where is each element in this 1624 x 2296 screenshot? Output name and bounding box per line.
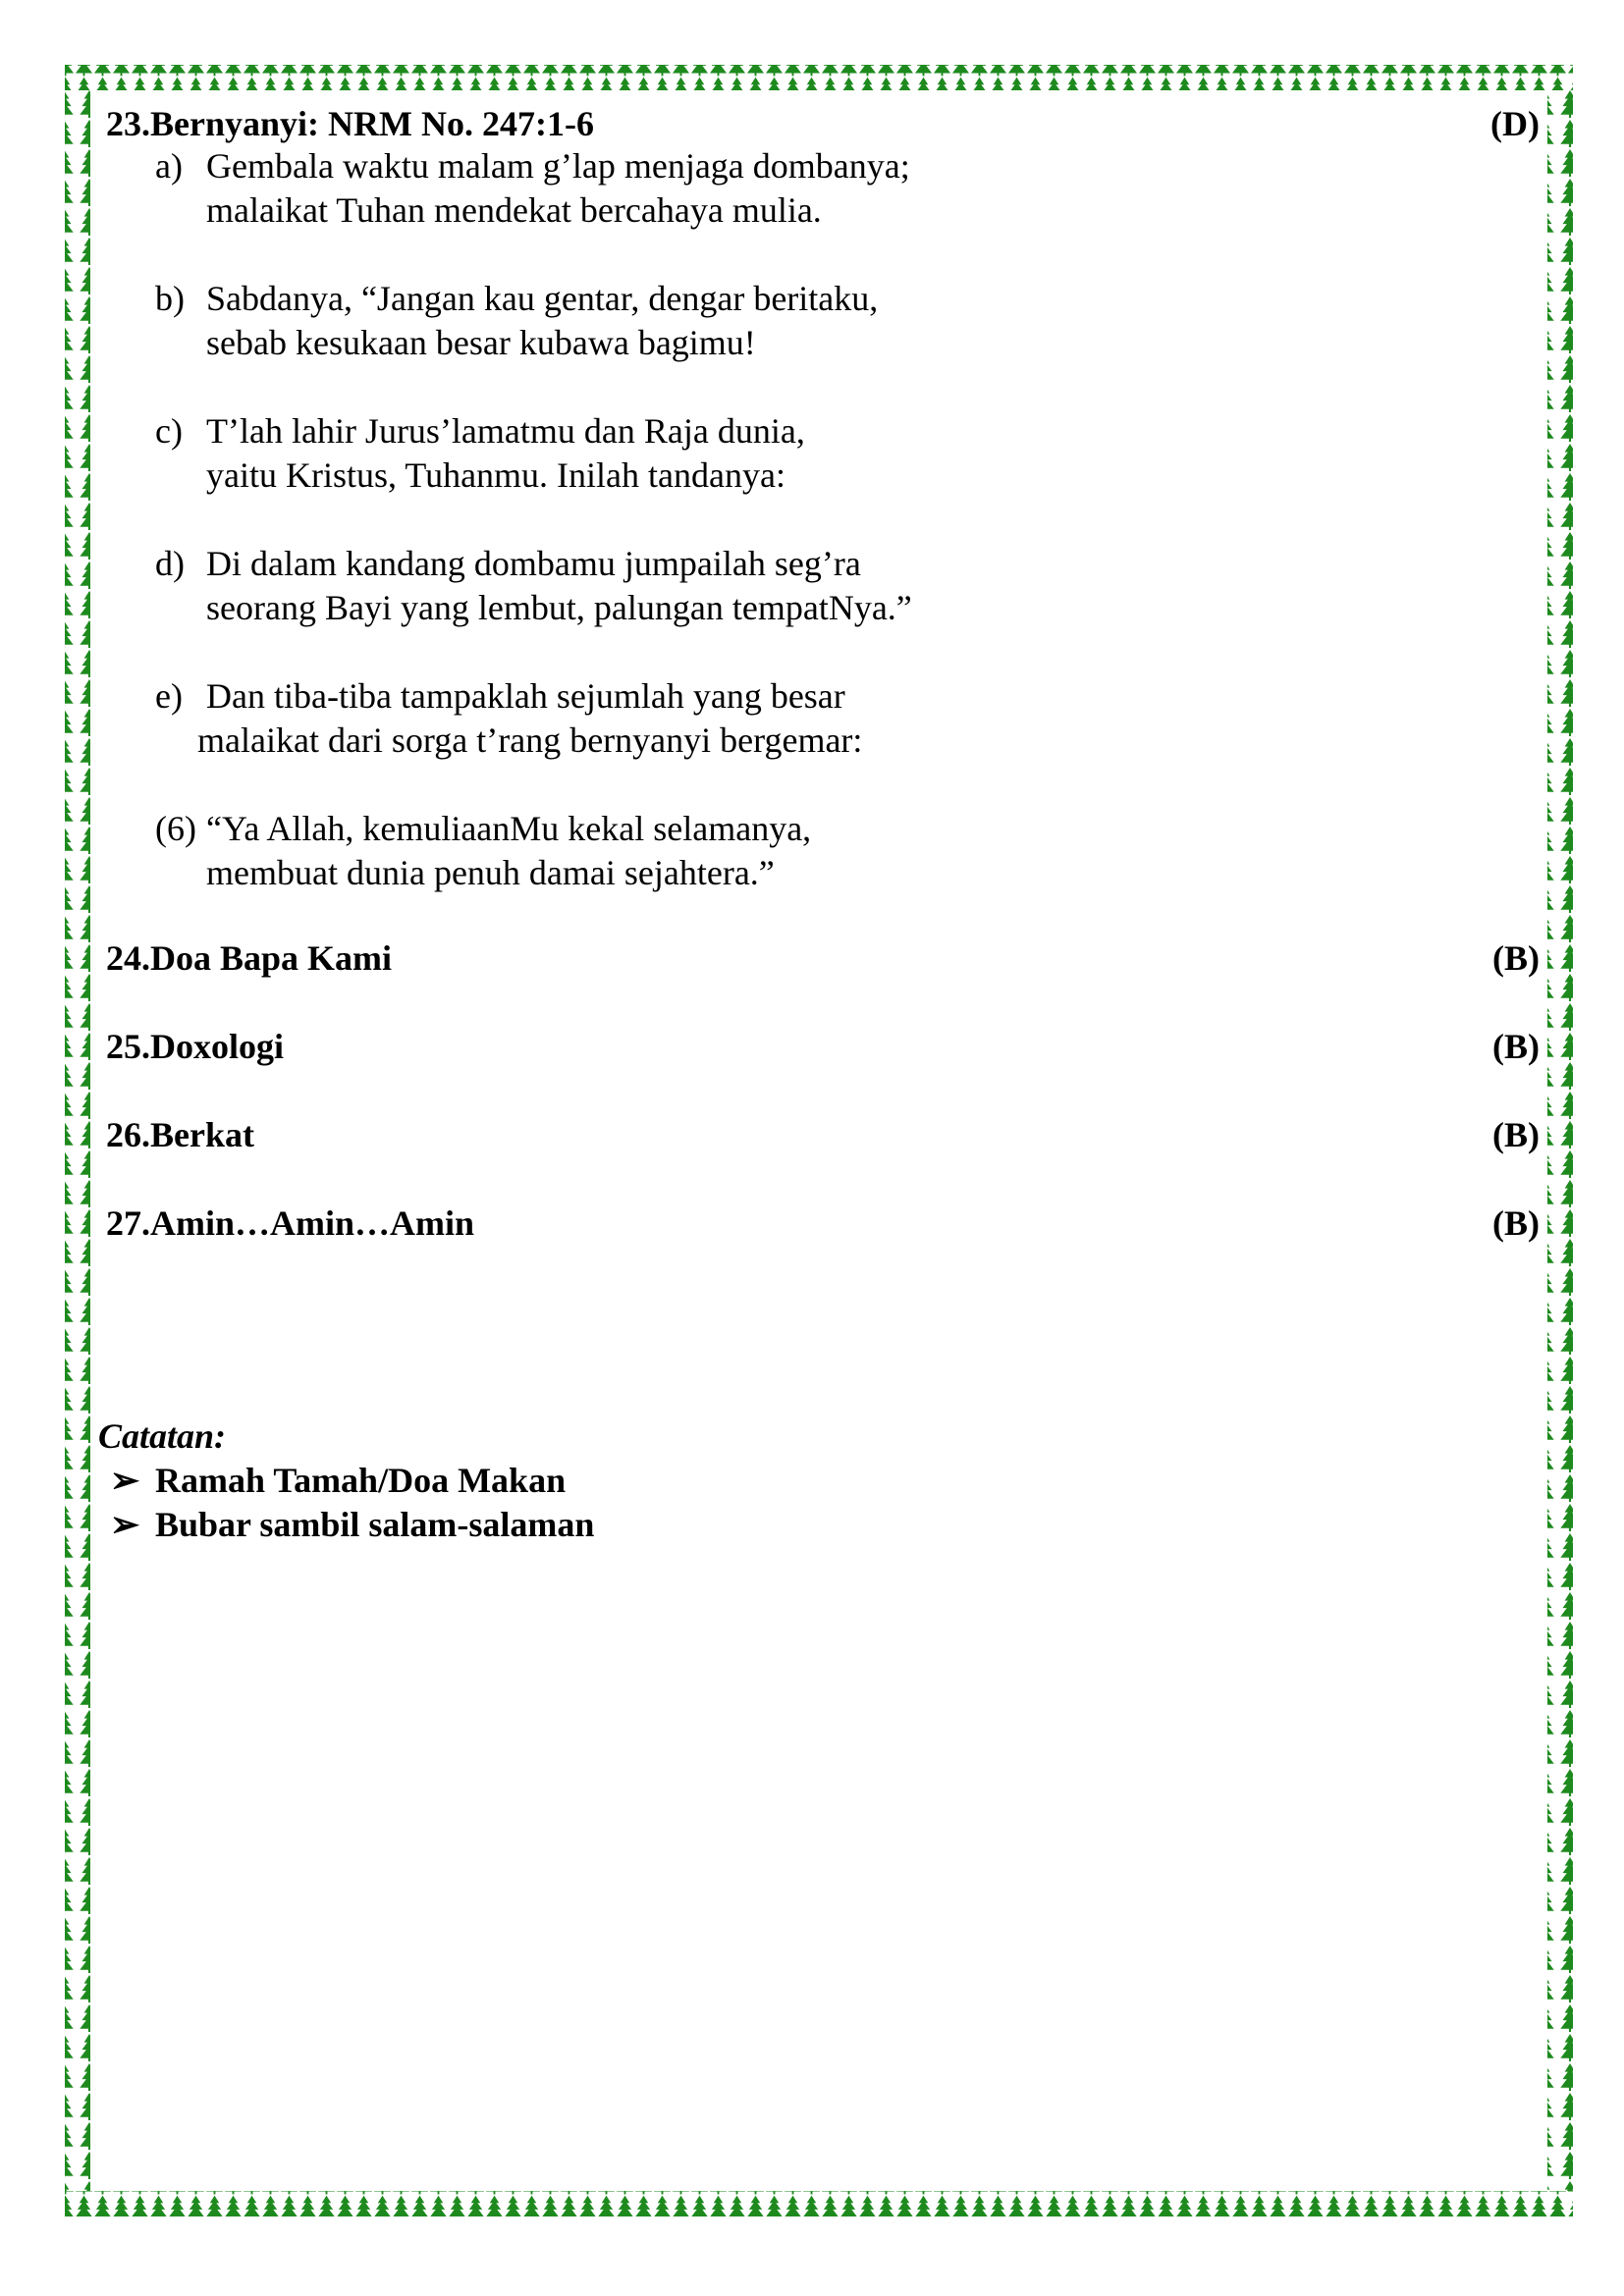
verse-line: Sabdanya, “Jangan kau gentar, dengar beritaku, [206, 279, 879, 318]
verse-a [106, 144, 1540, 233]
verse-label: (6) [155, 809, 196, 848]
verse-e [106, 674, 1540, 763]
role-badge: (B) [1492, 1203, 1540, 1243]
item-27-heading [106, 1202, 1540, 1244]
note-item [98, 1459, 1540, 1503]
verse-6 [106, 807, 1540, 895]
item-title: Amin…Amin…Amin [150, 1203, 475, 1243]
item-title: Doxologi [150, 1027, 285, 1066]
notes-title: Catatan: [98, 1416, 227, 1456]
note-item [98, 1503, 1540, 1547]
verse-line: “Ya Allah, kemuliaanMu kekal selamanya, [206, 809, 812, 848]
border-bottom [65, 2191, 1573, 2216]
hymn-verses [106, 144, 1540, 895]
item-number: 25. [106, 1027, 150, 1066]
verse-d [106, 542, 1540, 630]
role-badge: (B) [1492, 1115, 1540, 1154]
role-badge: (B) [1492, 1027, 1540, 1066]
verse-line: Di dalam kandang dombamu jumpailah seg’ra [206, 544, 861, 583]
item-number: 24. [106, 938, 150, 978]
verse-line: sebab kesukaan besar kubawa bagimu! [206, 323, 756, 362]
item-number: 26. [106, 1115, 150, 1154]
arrow-bullet-icon: ➢ [110, 1505, 140, 1544]
verse-label: b) [155, 279, 185, 318]
note-text: Bubar sambil salam-salaman [155, 1505, 595, 1544]
item-number: 23. [106, 104, 150, 143]
verse-label: e) [155, 676, 183, 716]
arrow-bullet-icon: ➢ [110, 1461, 140, 1500]
border-left [65, 90, 90, 2191]
verse-c [106, 409, 1540, 498]
verse-label: d) [155, 544, 185, 583]
verse-line: membuat dunia penuh damai sejahtera.” [206, 853, 775, 892]
verse-line: malaikat dari sorga t’rang bernyanyi bergemar: [197, 721, 863, 760]
border-top [65, 65, 1573, 90]
notes-section [98, 1415, 1540, 1547]
item-26-heading [106, 1114, 1540, 1155]
item-title: Berkat [150, 1115, 254, 1154]
role-badge: (B) [1492, 938, 1540, 978]
item-24-heading [106, 937, 1540, 979]
item-23-heading [106, 103, 1540, 144]
item-title: Bernyanyi: NRM No. 247:1-6 [150, 104, 594, 143]
item-title: Doa Bapa Kami [150, 938, 393, 978]
item-25-heading [106, 1026, 1540, 1067]
verse-line: Gembala waktu malam g’lap menjaga dombanya; [206, 146, 910, 186]
verse-line: Dan tiba-tiba tampaklah sejumlah yang besar [206, 676, 845, 716]
verse-line: T’lah lahir Jurus’lamatmu dan Raja dunia, [206, 411, 805, 451]
verse-line: yaitu Kristus, Tuhanmu. Inilah tandanya: [206, 455, 785, 495]
order-of-service [98, 103, 1540, 1547]
border-right [1547, 90, 1573, 2191]
verse-b [106, 277, 1540, 365]
verse-line: seorang Bayi yang lembut, palungan tempatNya.” [206, 588, 912, 627]
role-badge: (D) [1490, 104, 1540, 143]
note-text: Ramah Tamah/Doa Makan [155, 1461, 567, 1500]
item-number: 27. [106, 1203, 150, 1243]
verse-label: a) [155, 146, 183, 186]
verse-line: malaikat Tuhan mendekat bercahaya mulia. [206, 190, 822, 230]
verse-label: c) [155, 411, 183, 451]
